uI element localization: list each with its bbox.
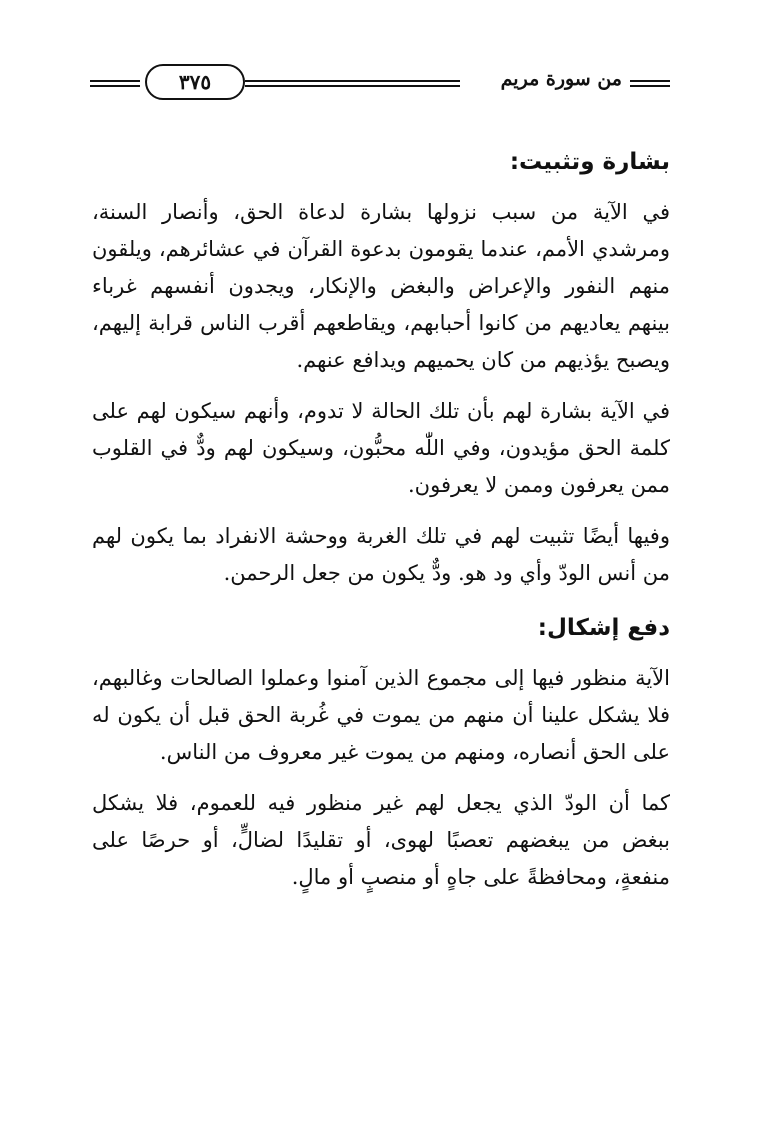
paragraph: في الآية من سبب نزولها بشارة لدعاة الحق، وأنصار السنة، ومرشدي الأمم، عندما يقومون بدعوة القرآن في عشائرهم، ويلقون منهم النفور والإعراض والبغض والإنكار، ويجدون أنفسهم غرباء بينهم يعاديهم من كانوا أحبابهم، ويقاطعهم أقرب الناس قرابة إليهم، ويصبح يؤذيهم من كان يحميهم ويدافع عنهم. [92, 200, 670, 372]
page-body [92, 140, 670, 910]
header-rule-left [90, 80, 140, 82]
section-glad-tidings [92, 140, 670, 592]
section-heading: دفع إشكال: [537, 615, 670, 641]
section-removing-ambiguity [92, 606, 670, 896]
header-rule-middle [245, 80, 460, 82]
running-title: من سورة مريم [500, 68, 622, 90]
page-header [90, 62, 670, 106]
paragraph: وفيها أيضًا تثبيت لهم في تلك الغربة ووحشة الانفراد بما يكون لهم من أنس الودّ وأي ود هو. ودٌّ يكون من جعل الرحمن. [92, 524, 670, 585]
section-heading: بشارة وتثبيت: [509, 149, 670, 175]
page-number: ٣٧٥ [145, 64, 245, 100]
header-rule-right [630, 80, 670, 82]
paragraph: كما أن الودّ الذي يجعل لهم غير منظور فيه للعموم، فلا يشكل ببغض من يبغضهم تعصبًا لهوى، أو تقليدًا لضالٍّ، أو حرصًا على منفعةٍ، ومحافظةً على جاهٍ أو منصبٍ أو مالٍ. [92, 791, 670, 889]
paragraph: في الآية بشارة لهم بأن تلك الحالة لا تدوم، وأنهم سيكون لهم على كلمة الحق مؤيدون، وفي اللّٰه محبُّون، وسيكون لهم ودٌّ في القلوب ممن يعرفون وممن لا يعرفون. [92, 399, 670, 497]
paragraph: الآية منظور فيها إلى مجموع الذين آمنوا وعملوا الصالحات وغالبهم، فلا يشكل علينا أن منهم من يموت في غُربة الحق قبل أن يكون له على الحق أنصاره، ومنهم من يموت غير معروف من الناس. [92, 666, 670, 764]
